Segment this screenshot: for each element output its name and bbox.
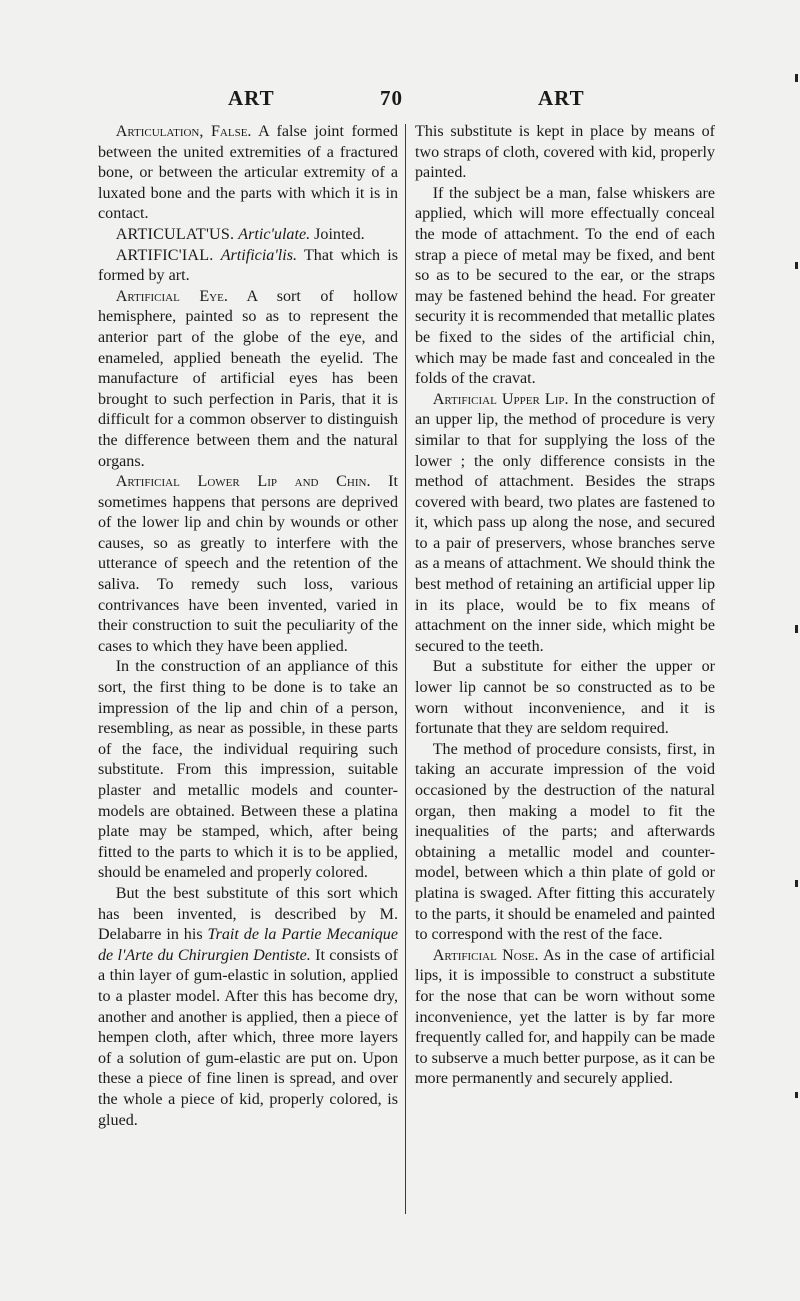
entry-artificial-nose (415, 946, 715, 1090)
entry-head: Artificial Upper Lip. (432, 390, 569, 408)
paragraph: In the construction of an appliance of this sort, the first thing to be done is to take an impression of the lip and chin of a person, resembling, as near as possible, in these parts of the face, the individual requiring such substitute. From this impression, suitable plaster and metallic models and counter-models are obtained. Between these a platina plate may be stamped, which, after being fitted to the parts to which it is to be applied, should be enameled and properly colored. (98, 658, 398, 882)
paragraph: The method of procedure consists, first, in taking an accurate impression of the void occasioned by the destruction of the natural organ, then making a model to fit the inequalities of the parts; and afterwards obtaining a metallic model and counter-model, between which a thin plate of gold or platina is swaged. After fitting this accurately to the parts, it should be enameled and painted to correspond with the rest of the face. (415, 740, 715, 944)
scan-edge-mark (795, 1092, 798, 1098)
paragraph-delabarre (98, 884, 398, 1131)
entry-artificial-lower-lip (98, 472, 398, 657)
entry-gloss: Artificia'lis. (220, 246, 298, 264)
entry-head: Artificial Eye. (115, 287, 228, 305)
running-head (0, 86, 800, 110)
paragraph: If the subject be a man, false whiskers are applied, which will more effectually conceal the mode of attachment. To the end of each strap a piece of metal may be fixed, and bent so as to be secured to the ear, or the straps may be fastened behind the head. For greater security it is recommended that metallic plates be fixed to the sides of the artificial chin, which may be made fast and concealed in the folds of the cravat. (415, 184, 715, 388)
paragraph: But a substitute for either the upper or lower lip cannot be so constructed as to be worn without inconvenience, and it is fortunate that they are seldom required. (415, 658, 715, 738)
paragraph: This substitute is kept in place by means of two straps of cloth, covered with kid, properly painted. (415, 123, 715, 182)
entry-text: As in the case of artificial lips, it is impossible to construct a substitute for the nose that can be worn without some inconvenience, yet the latter is by far more frequently called for, and happily can be made to subserve a much better purpose, as it can be more permanently and securely applied. (415, 946, 716, 1088)
header-right-word: ART (538, 86, 585, 110)
entry-artificial-eye (98, 287, 398, 472)
entry-head: Artificial Nose. (432, 946, 539, 964)
scan-edge-mark (795, 880, 798, 887)
entry-articulation-false (98, 122, 398, 225)
left-column (98, 122, 398, 1131)
entry-articulatus (98, 225, 398, 246)
entry-text: A sort of hollow hemisphere, painted so as to represent the anterior part of the globe of the eye, and enameled, applied beneath the eyelid. The manufacture of artificial eyes has been brought to such perfection in Paris, that it is difficult for a common observer to distinguish the difference between them and the natural organs. (98, 287, 398, 470)
right-column (415, 122, 715, 1090)
paragraph-text: It consists of a thin layer of gum-elastic in solution, applied to a plaster model. After this has become dry, another and another is applied, then a piece of hempen cloth, after which, three more layers of a solution of gum-elastic are put on. Upon these a piece of fine linen is spread, and over the whole a piece of kid, properly colored, is glued. (98, 946, 398, 1129)
scan-edge-mark (795, 625, 798, 633)
entry-head: Articulation, False. (115, 123, 252, 140)
page-number: 70 (380, 86, 403, 110)
entry-text: That which is formed by art. (98, 246, 398, 285)
entry-artificial (98, 246, 398, 287)
entry-text: A false joint formed between the united extremities of a fractured bone, or between the articular extremity of a luxated bone and the parts with which it is in contact. (98, 123, 398, 223)
header-left-word: ART (228, 86, 275, 110)
entry-term: ARTIFIC'IAL. (115, 246, 214, 264)
scan-edge-mark (795, 74, 798, 82)
entry-gloss: Artic'ulate. (238, 225, 311, 243)
book-title: Trait de la Partie Mecanique de l'Arte du Chirurgien Dentiste. (98, 926, 398, 964)
entry-term: ARTICULAT'US. (115, 225, 235, 243)
scan-edge-mark (795, 262, 798, 269)
entry-text: In the construction of an upper lip, the method of procedure is very similar to that for supplying the loss of the lower ; the only difference consists in the method of attachment. Besides the straps covered with beard, two plates are fastened to it, which pass up along the nose, and secured to a pair of preservers, whose branches serve as a means of attachment. We should think the best method of retaining an artificial upper lip in its place, would be to fix means of attachment on the inner side, which might be secured to the teeth. (415, 390, 715, 655)
entry-text: It sometimes happens that persons are deprived of the lower lip and chin by wounds or other causes, so as greatly to interfere with the utterance of speech and the retention of the saliva. To remedy such loss, various contrivances have been invented, varied in their construction to suit the peculiarity of the cases to which they have been applied. (98, 473, 399, 655)
entry-text: Jointed. (310, 225, 365, 243)
entry-artificial-upper-lip (415, 390, 715, 658)
entry-head: Artificial Lower Lip and Chin. (115, 473, 371, 491)
column-divider (405, 124, 406, 1214)
paragraph-text: But the best substitute of this sort which has been invented, is described by M. Delabarre in his (98, 884, 398, 944)
